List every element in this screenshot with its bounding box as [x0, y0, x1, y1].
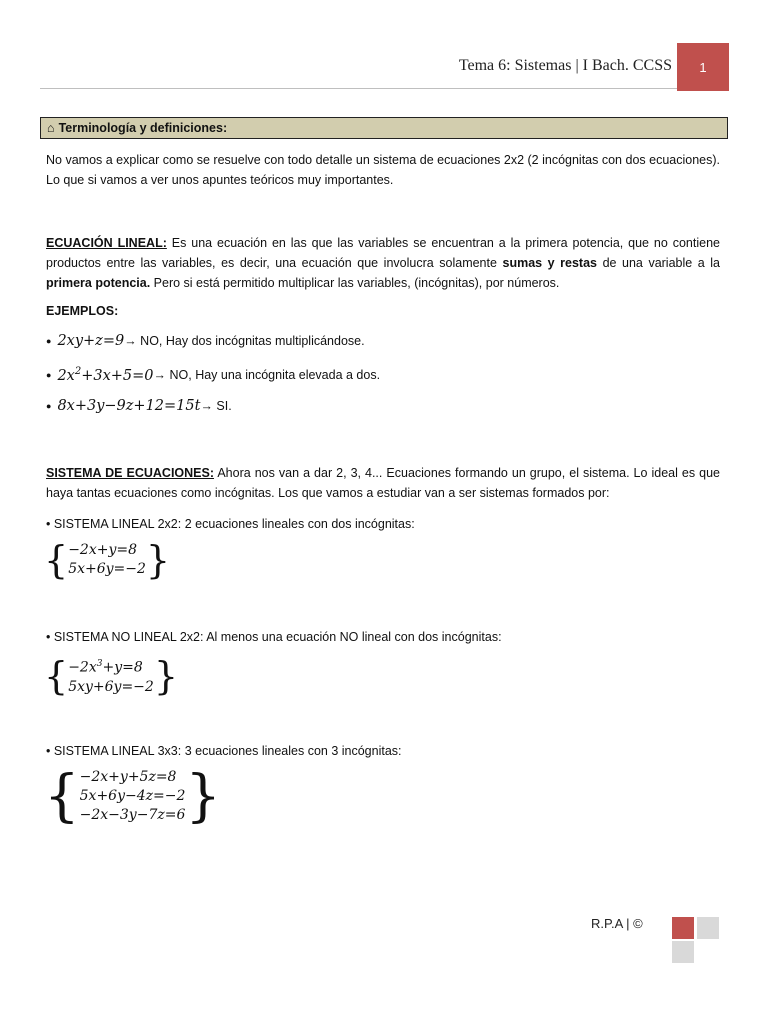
- system-equation: $-2x^3+y=8$: [68, 659, 143, 676]
- header-rule: [40, 88, 677, 89]
- example-equation: 8x+3y−9z+12=15t: [57, 398, 201, 414]
- ecuacion-lineal-paragraph: [46, 233, 720, 293]
- system-equation: 5x+6y−4z=−2: [79, 788, 186, 804]
- system-rows: [68, 655, 154, 697]
- example-item: [46, 333, 365, 349]
- footer-square-grey: [697, 917, 719, 939]
- system-equation: 5x+6y=−2: [68, 561, 146, 577]
- left-brace: {: [44, 538, 69, 582]
- ejemplos-heading: EJEMPLOS:: [46, 304, 119, 318]
- section-title: Terminología y definiciones:: [58, 121, 228, 135]
- document-header-title: Tema 6: Sistemas | I Bach. CCSS: [458, 57, 672, 74]
- example-equation: 2xy+z=9: [57, 333, 125, 349]
- system-equation: −2x+y=8: [68, 542, 137, 558]
- right-brace: }: [185, 763, 222, 829]
- ecuacion-lineal-text-a: Es una ecuación en las que las variables se encuentran a la primera potencia, que no contiene productos entre las variables, es decir, una ecuación que involucra solamente: [46, 236, 720, 270]
- bullet-dot: ●: [46, 336, 52, 346]
- footer-text: R.P.A | ©: [591, 916, 643, 931]
- example-equation: $2x^2+3x+5=0$: [57, 366, 154, 384]
- example-item: [46, 398, 232, 414]
- bullet-dot: ●: [46, 369, 52, 380]
- page-number-badge: [677, 43, 729, 91]
- right-brace: }: [153, 653, 179, 698]
- system-label: • SISTEMA NO LINEAL 2x2: Al menos una ecuación NO lineal con dos incógnitas:: [46, 630, 502, 644]
- left-brace: {: [44, 653, 69, 698]
- sistema-term: SISTEMA DE ECUACIONES:: [46, 466, 215, 480]
- footer-square-grey: [672, 941, 694, 963]
- right-brace: }: [145, 538, 171, 582]
- system-lineal-3x3: [44, 763, 222, 829]
- ecuacion-lineal-term: ECUACIÓN LINEAL:: [46, 236, 167, 250]
- bullet-dot: ●: [46, 401, 52, 411]
- system-equation: −2x+y+5z=8: [79, 769, 177, 785]
- ecuacion-lineal-text-c: Pero si está permitido multiplicar las variables, (incógnitas), por números.: [150, 276, 560, 290]
- example-answer: → NO, Hay una incógnita elevada a dos.: [153, 367, 381, 382]
- ecuacion-lineal-text-b: de una variable a la: [597, 256, 721, 270]
- example-answer: → NO, Hay dos incógnitas multiplicándose.: [124, 334, 365, 348]
- footer-square-red: [672, 917, 694, 939]
- system-rows: [80, 768, 186, 825]
- house-icon: ⌂: [47, 121, 55, 135]
- left-brace: {: [44, 763, 80, 829]
- system-label: • SISTEMA LINEAL 2x2: 2 ecuaciones lineales con dos incógnitas:: [46, 517, 415, 531]
- system-equation: −2x−3y−7z=6: [79, 807, 186, 823]
- ecuacion-lineal-bold-1: sumas y restas: [502, 256, 598, 270]
- example-answer: → SI.: [200, 399, 232, 413]
- ecuacion-lineal-bold-2: primera potencia.: [46, 276, 151, 290]
- intro-paragraph: No vamos a explicar como se resuelve con todo detalle un sistema de ecuaciones 2x2 (2 incógnitas con dos ecuaciones). Lo que si vamos a ver unos apuntes teóricos muy importantes.: [46, 153, 720, 187]
- system-lineal-2x2: [44, 538, 171, 582]
- system-no-lineal-2x2: [44, 655, 178, 697]
- system-rows: [68, 541, 146, 579]
- sistema-paragraph: [46, 463, 720, 503]
- system-equation: 5xy+6y=−2: [68, 678, 154, 695]
- section-heading-bar: [40, 117, 728, 139]
- example-item: [46, 366, 380, 384]
- system-label: • SISTEMA LINEAL 3x3: 3 ecuaciones lineales con 3 incógnitas:: [46, 744, 402, 758]
- page-number: 1: [699, 59, 707, 75]
- sistema-text: Ahora nos van a dar 2, 3, 4... Ecuaciones formando un grupo, el sistema. Lo ideal es que haya tantas ecuaciones como incógnitas. Los que vamos a estudiar van a ser sistemas formados por:: [46, 466, 720, 500]
